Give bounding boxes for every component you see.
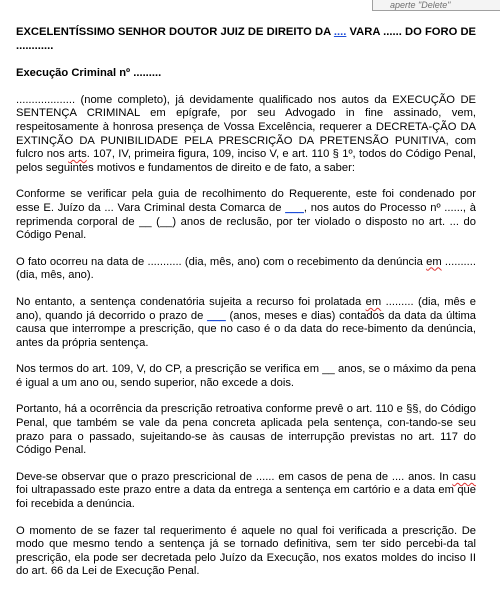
court-address-heading — [16, 26, 476, 53]
paragraph-art-109: Nos termos do art. 109, V, do CP, a prescrição se verifica em __ anos, se o máximo da pena é igual a um ano ou, sendo superior, não excede a dois. — [16, 363, 476, 389]
court-address-text: EXCELENTÍSSIMO SENHOR DOUTOR JUIZ DE DIREITO DA — [16, 26, 334, 38]
case-number-heading: Execução Criminal nº ......... — [16, 67, 162, 80]
paragraph-introduction: ................... (nome completo), já devidamente qualificado nos autos da EXECUÇÃO DE SENTENÇA CRIMINAL em epígrafe, por seu Advogado in fine assinado, vem, respeitosamente à honrosa presença de Vossa Excelência, requerer a DECRETA-ÇÃO DA EXTINÇÃO DA PUNIBILIDADE PELA PRESCRIÇÃO DA PRETENSÃO PUNITIVA, com fulcro nos arts. 107, IV, primeira figura, 109, inciso V, e art. 110 § 1º, todos do Código Penal, pelos seguintes motivos e fundamentos de direito e de fato, a saber: — [16, 93, 476, 174]
paragraph-execution-court: O momento de se fazer tal requerimento é aquele no qual foi verificada a prescrição. De modo que mesmo tendo a sentença já se tornado definitiva, sem ter sido percebi-da tal prescrição, ela pode ser decretada pelo Juízo da Execução, nos exatos moldes do inciso II do art. 66 da Lei de Execução Penal. — [16, 524, 476, 578]
period-blank: ___ — [207, 309, 226, 322]
paragraph-fact-date: O fato ocorreu na data de ........... (dia, mês, ano) com o recebimento da denúncia em .......... (dia, mês, ano). — [16, 255, 476, 282]
spellcheck-word: arts — [68, 148, 87, 161]
petition-document[interactable] — [16, 26, 476, 579]
paragraph-retroactive: Portanto, há a ocorrência da prescrição retroativa conforme prevê o art. 110 e §§, do Código Penal, que também se vale da pena concreta aplicada pela sentença, con-tando-se seu prazo para o passado, sujeitando-se às causas de interrupção previstas no art. 117 do Código Penal. — [16, 403, 476, 457]
paragraph-prescription-term: Deve-se observar que o prazo prescricional de ...... em casos de pena de .... anos. In casu foi ultrapassado este prazo entre a data da entrega a sentença em cartório e a data em que foi recebida a denúncia. — [16, 470, 476, 511]
court-forum-text: VARA ...... DO FORO DE ............ — [16, 26, 476, 52]
paragraph-conviction: Conforme se verificar pela guia de recolhimento do Requerente, este foi condenado por esse E. Juízo da ... Vara Criminal desta Comarca de ___, nos autos do Processo nº ......, à reprimenda corporal de __ (__) anos de reclusão, por ter violado o disposto no art. ... do Código Penal. — [16, 188, 477, 242]
delete-hint-tooltip: aperte "Delete" — [372, 0, 500, 11]
spellcheck-word: em — [426, 255, 442, 268]
spellcheck-word: em — [365, 295, 382, 308]
paragraph-sentence: No entanto, a sentença condenatória sujeita a recurso foi prolatada em ......... (dia, mês e ano), quando já decorrido o prazo de ___ (anos, meses e dias) contados da data da última causa que interrompe a prescrição, que no caso é o da data do rece-bimento da denúncia, antes da própria sentença. — [16, 295, 477, 349]
spellcheck-word: casu — [452, 470, 476, 483]
comarca-blank: ___ — [285, 201, 304, 214]
court-number-blank: .... — [333, 26, 347, 38]
